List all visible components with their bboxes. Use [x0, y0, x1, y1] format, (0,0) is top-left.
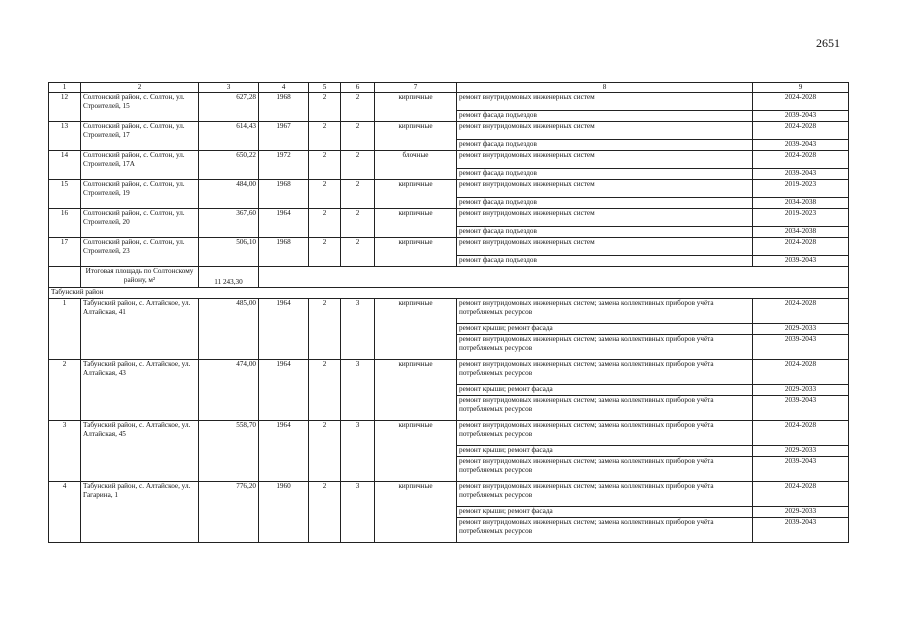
entrances-cell: 3 [341, 299, 375, 360]
area-cell: 506,10 [199, 238, 259, 267]
table-body [49, 83, 849, 543]
empty-cell [259, 267, 849, 288]
entrances-cell: 2 [341, 93, 375, 122]
row-number-cell: 15 [49, 180, 81, 209]
header-cell: 3 [199, 83, 259, 93]
work-period-cell: 2034-2038 [753, 198, 849, 209]
table-row [49, 151, 849, 169]
work-period-cell: 2029-2033 [753, 385, 849, 396]
work-type-cell: ремонт фасада подъездов [457, 169, 753, 180]
table-row [49, 122, 849, 140]
work-type-cell: ремонт фасада подъездов [457, 140, 753, 151]
work-type-cell: ремонт внутридомовых инженерных систем; замена коллективных приборов учёта потребляемых ресурсов [457, 421, 753, 446]
work-period-cell: 2039-2043 [753, 256, 849, 267]
row-number-cell: 3 [49, 421, 81, 482]
material-cell: кирпичные [375, 299, 457, 360]
material-cell: кирпичные [375, 421, 457, 482]
work-type-cell: ремонт внутридомовых инженерных систем; замена коллективных приборов учёта потребляемых ресурсов [457, 518, 753, 543]
table-row [49, 238, 849, 256]
floors-cell: 2 [309, 360, 341, 421]
material-cell: кирпичные [375, 180, 457, 209]
floors-cell: 2 [309, 151, 341, 180]
work-period-cell: 2024-2028 [753, 238, 849, 256]
year-cell: 1967 [259, 122, 309, 151]
work-period-cell: 2039-2043 [753, 140, 849, 151]
work-period-cell: 2039-2043 [753, 169, 849, 180]
floors-cell: 2 [309, 238, 341, 267]
row-number-cell: 14 [49, 151, 81, 180]
work-type-cell: ремонт фасада подъездов [457, 111, 753, 122]
total-label-cell: Итоговая площадь по Солтонскому району, м² [81, 267, 199, 288]
work-period-cell: 2019-2023 [753, 209, 849, 227]
material-cell: кирпичные [375, 93, 457, 122]
material-cell: кирпичные [375, 482, 457, 543]
address-cell: Солтонский район, с. Солтон, ул. Строителей, 19 [81, 180, 199, 209]
work-type-cell: ремонт внутридомовых инженерных систем; замена коллективных приборов учёта потребляемых ресурсов [457, 396, 753, 421]
area-cell: 558,70 [199, 421, 259, 482]
header-cell: 9 [753, 83, 849, 93]
address-cell: Табунский район, с. Алтайское, ул. Алтайская, 45 [81, 421, 199, 482]
material-cell: кирпичные [375, 238, 457, 267]
work-type-cell: ремонт внутридомовых инженерных систем [457, 122, 753, 140]
table-row [49, 360, 849, 385]
entrances-cell: 2 [341, 209, 375, 238]
work-type-cell: ремонт внутридомовых инженерных систем; замена коллективных приборов учёта потребляемых ресурсов [457, 299, 753, 324]
address-cell: Табунский район, с. Алтайское, ул. Алтайская, 41 [81, 299, 199, 360]
work-type-cell: ремонт внутридомовых инженерных систем; замена коллективных приборов учёта потребляемых ресурсов [457, 482, 753, 507]
work-period-cell: 2024-2028 [753, 299, 849, 324]
empty-cell [49, 267, 81, 288]
area-cell: 614,43 [199, 122, 259, 151]
area-cell: 484,00 [199, 180, 259, 209]
work-type-cell: ремонт крыши; ремонт фасада [457, 446, 753, 457]
floors-cell: 2 [309, 93, 341, 122]
work-type-cell: ремонт внутридомовых инженерных систем [457, 238, 753, 256]
table-row [49, 299, 849, 324]
year-cell: 1968 [259, 93, 309, 122]
entrances-cell: 2 [341, 151, 375, 180]
row-number-cell: 13 [49, 122, 81, 151]
address-cell: Табунский район, с. Алтайское, ул. Алтайская, 43 [81, 360, 199, 421]
floors-cell: 2 [309, 299, 341, 360]
work-type-cell: ремонт внутридомовых инженерных систем [457, 151, 753, 169]
floors-cell: 2 [309, 209, 341, 238]
work-period-cell: 2039-2043 [753, 518, 849, 543]
year-cell: 1964 [259, 360, 309, 421]
year-cell: 1964 [259, 421, 309, 482]
area-cell: 474,00 [199, 360, 259, 421]
address-cell: Солтонский район, с. Солтон, ул. Строителей, 23 [81, 238, 199, 267]
header-cell: 6 [341, 83, 375, 93]
year-cell: 1968 [259, 238, 309, 267]
floors-cell: 2 [309, 180, 341, 209]
work-type-cell: ремонт внутридомовых инженерных систем [457, 209, 753, 227]
work-period-cell: 2039-2043 [753, 111, 849, 122]
region-title-cell: Табунский район [49, 288, 849, 299]
work-type-cell: ремонт фасада подъездов [457, 256, 753, 267]
table-row [49, 482, 849, 507]
area-cell: 485,00 [199, 299, 259, 360]
work-period-cell: 2039-2043 [753, 396, 849, 421]
column-number-row [49, 83, 849, 93]
entrances-cell: 2 [341, 238, 375, 267]
row-number-cell: 1 [49, 299, 81, 360]
work-period-cell: 2029-2033 [753, 324, 849, 335]
work-type-cell: ремонт крыши; ремонт фасада [457, 507, 753, 518]
work-type-cell: ремонт внутридомовых инженерных систем; замена коллективных приборов учёта потребляемых ресурсов [457, 457, 753, 482]
row-number-cell: 16 [49, 209, 81, 238]
header-cell: 4 [259, 83, 309, 93]
work-period-cell: 2019-2023 [753, 180, 849, 198]
year-cell: 1960 [259, 482, 309, 543]
area-cell: 627,28 [199, 93, 259, 122]
header-cell: 2 [81, 83, 199, 93]
year-cell: 1972 [259, 151, 309, 180]
repair-schedule-table [48, 82, 849, 543]
address-cell: Солтонский район, с. Солтон, ул. Строителей, 17А [81, 151, 199, 180]
area-cell: 776,20 [199, 482, 259, 543]
table-row [49, 180, 849, 198]
row-number-cell: 17 [49, 238, 81, 267]
work-period-cell: 2029-2033 [753, 446, 849, 457]
work-type-cell: ремонт крыши; ремонт фасада [457, 385, 753, 396]
row-number-cell: 12 [49, 93, 81, 122]
address-cell: Солтонский район, с. Солтон, ул. Строителей, 17 [81, 122, 199, 151]
header-cell: 1 [49, 83, 81, 93]
year-cell: 1964 [259, 209, 309, 238]
address-cell: Табунский район, с. Алтайское, ул. Гагарина, 1 [81, 482, 199, 543]
total-row [49, 267, 849, 288]
work-period-cell: 2024-2028 [753, 421, 849, 446]
work-period-cell: 2034-2038 [753, 227, 849, 238]
address-cell: Солтонский район, с. Солтон, ул. Строителей, 15 [81, 93, 199, 122]
work-type-cell: ремонт внутридомовых инженерных систем; замена коллективных приборов учёта потребляемых ресурсов [457, 360, 753, 385]
page-number: 2651 [816, 36, 840, 50]
header-cell: 5 [309, 83, 341, 93]
material-cell: кирпичные [375, 209, 457, 238]
year-cell: 1968 [259, 180, 309, 209]
row-number-cell: 4 [49, 482, 81, 543]
entrances-cell: 3 [341, 360, 375, 421]
work-type-cell: ремонт внутридомовых инженерных систем; замена коллективных приборов учёта потребляемых ресурсов [457, 335, 753, 360]
material-cell: кирпичные [375, 122, 457, 151]
year-cell: 1964 [259, 299, 309, 360]
floors-cell: 2 [309, 482, 341, 543]
table-row [49, 421, 849, 446]
work-type-cell: ремонт внутридомовых инженерных систем [457, 93, 753, 111]
total-value-cell: 11 243,30 [199, 267, 259, 288]
work-type-cell: ремонт фасада подъездов [457, 198, 753, 209]
floors-cell: 2 [309, 122, 341, 151]
material-cell: блочные [375, 151, 457, 180]
address-cell: Солтонский район, с. Солтон, ул. Строителей, 20 [81, 209, 199, 238]
work-period-cell: 2029-2033 [753, 507, 849, 518]
work-type-cell: ремонт крыши; ремонт фасада [457, 324, 753, 335]
work-period-cell: 2039-2043 [753, 457, 849, 482]
work-period-cell: 2039-2043 [753, 335, 849, 360]
entrances-cell: 2 [341, 180, 375, 209]
header-cell: 7 [375, 83, 457, 93]
work-period-cell: 2024-2028 [753, 122, 849, 140]
row-number-cell: 2 [49, 360, 81, 421]
work-type-cell: ремонт фасада подъездов [457, 227, 753, 238]
work-period-cell: 2024-2028 [753, 482, 849, 507]
table-row [49, 93, 849, 111]
area-cell: 367,60 [199, 209, 259, 238]
work-period-cell: 2024-2028 [753, 360, 849, 385]
work-type-cell: ремонт внутридомовых инженерных систем [457, 180, 753, 198]
work-period-cell: 2024-2028 [753, 151, 849, 169]
entrances-cell: 3 [341, 421, 375, 482]
material-cell: кирпичные [375, 360, 457, 421]
region-row [49, 288, 849, 299]
work-period-cell: 2024-2028 [753, 93, 849, 111]
entrances-cell: 2 [341, 122, 375, 151]
header-cell: 8 [457, 83, 753, 93]
entrances-cell: 3 [341, 482, 375, 543]
area-cell: 650,22 [199, 151, 259, 180]
table-row [49, 209, 849, 227]
floors-cell: 2 [309, 421, 341, 482]
